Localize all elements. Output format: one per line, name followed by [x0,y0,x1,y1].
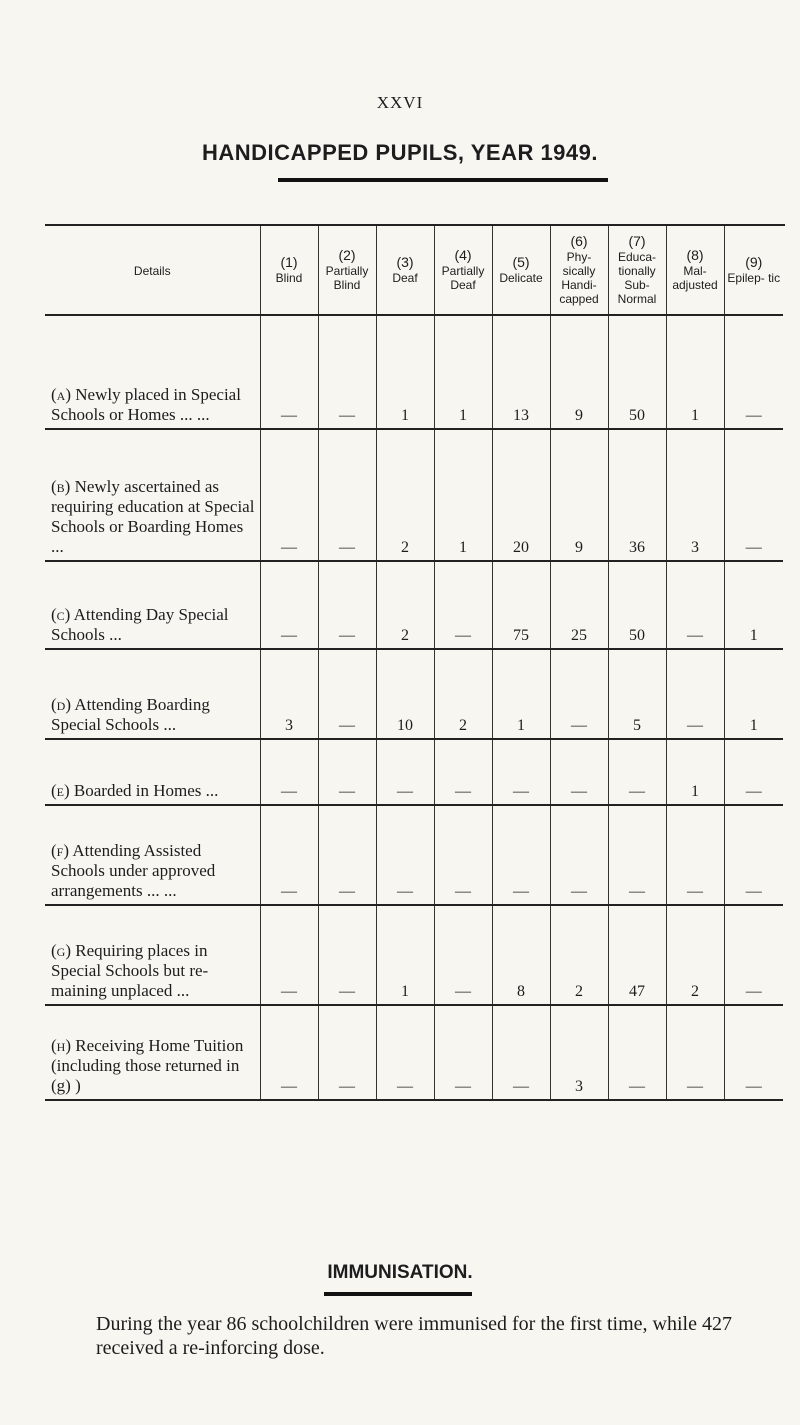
header-col-8: (8) Mal- adjusted [666,226,724,315]
handicapped-pupils-table [45,226,783,1101]
row-details [45,649,260,739]
table-cell: — [666,805,724,905]
table-cell: — [492,1005,550,1100]
table-cell: 1 [376,315,434,429]
row-details-text: Newly placed in Special Schools or Homes ... ... [51,385,241,424]
table-cell: — [434,805,492,905]
table-cell: 20 [492,429,550,561]
table-row [45,905,783,1005]
row-details-text: Receiving Home Tuition (including those returned in (g) ) [51,1036,244,1095]
table-cell: 1 [492,649,550,739]
table-cell: — [318,1005,376,1100]
header-col-2: (2) Partially Blind [318,226,376,315]
table-cell: 9 [550,429,608,561]
table-cell: — [260,561,318,649]
row-letter: (b) [51,477,71,496]
header-col-4: (4) Partially Deaf [434,226,492,315]
header-col-7: (7) Educa- tionally Sub- Normal [608,226,666,315]
table-cell: — [260,429,318,561]
header-details: Details [45,226,260,315]
table-cell: 8 [492,905,550,1005]
table-cell: — [550,649,608,739]
table-header-row [45,226,783,315]
table-cell: 2 [550,905,608,1005]
table-cell: — [724,315,783,429]
row-letter: (h) [51,1036,71,1055]
title-underline [278,178,608,182]
table-cell: — [492,739,550,805]
table-cell: 2 [666,905,724,1005]
table-cell: 75 [492,561,550,649]
table-cell: — [318,649,376,739]
table-cell: — [550,805,608,905]
table-cell: — [318,739,376,805]
table-row [45,561,783,649]
table-cell: — [724,429,783,561]
table-cell: — [608,739,666,805]
table-cell: 5 [608,649,666,739]
table-cell: — [434,739,492,805]
table-cell: — [666,649,724,739]
row-letter: (d) [51,695,71,714]
table-cell: 3 [666,429,724,561]
table-cell: — [550,739,608,805]
row-letter: (c) [51,605,71,624]
table-cell: — [666,1005,724,1100]
table-cell: — [666,561,724,649]
table-row [45,805,783,905]
row-details [45,905,260,1005]
table-row [45,739,783,805]
table-row [45,315,783,429]
immunisation-title: IMMUNISATION. [327,1262,473,1283]
page-title: HANDICAPPED PUPILS, YEAR 1949. [201,140,599,165]
row-details [45,429,260,561]
table-cell: — [724,905,783,1005]
table-cell: — [434,561,492,649]
row-details-text: Attending Assisted Schools under approved arrangements ... ... [51,841,216,900]
table-row [45,429,783,561]
table-cell: 3 [260,649,318,739]
row-letter: (f) [51,841,69,860]
table-cell: 36 [608,429,666,561]
table-cell: — [608,1005,666,1100]
row-details [45,1005,260,1100]
table-cell: 10 [376,649,434,739]
row-details-text: Attending Day Special Schools ... [51,605,229,644]
table-cell: — [608,805,666,905]
table-cell: — [376,739,434,805]
row-letter: (a) [51,385,71,404]
table-cell: 9 [550,315,608,429]
row-details-text: Boarded in Homes ... [73,781,219,800]
table-cell: — [260,905,318,1005]
row-details [45,805,260,905]
table-cell: 47 [608,905,666,1005]
table-cell: — [260,1005,318,1100]
table-cell: — [434,905,492,1005]
table-cell: — [724,805,783,905]
table-cell: 1 [434,315,492,429]
table-cell: 2 [376,561,434,649]
header-col-1: (1) Blind [260,226,318,315]
immunisation-underline [324,1292,472,1296]
table-row [45,1005,783,1100]
table-cell: — [318,429,376,561]
table-cell: 1 [666,315,724,429]
table-cell: 2 [376,429,434,561]
table-cell: 1 [724,561,783,649]
table-cell: 13 [492,315,550,429]
row-details [45,315,260,429]
table-cell: 50 [608,561,666,649]
table-cell: — [724,1005,783,1100]
row-details [45,739,260,805]
header-col-3: (3) Deaf [376,226,434,315]
table-cell: — [318,561,376,649]
header-col-5: (5) Delicate [492,226,550,315]
page-number: XXVI [376,93,424,112]
row-details-text: Requiring places in Special Schools but re- maining unplaced ... [51,941,209,1000]
table-body [45,315,783,1100]
table-cell: 3 [550,1005,608,1100]
table-cell: — [434,1005,492,1100]
table-cell: — [376,1005,434,1100]
table-cell: 50 [608,315,666,429]
table-cell: 1 [376,905,434,1005]
row-letter: (g) [51,941,71,960]
header-col-9: (9) Epilep- tic [724,226,783,315]
row-details [45,561,260,649]
table-cell: — [318,905,376,1005]
header-col-6: (6) Phy- sically Handi- capped [550,226,608,315]
table-cell: 1 [434,429,492,561]
table-cell: — [376,805,434,905]
table-cell: — [724,739,783,805]
table-cell: — [318,315,376,429]
row-letter: (e) [51,781,70,800]
table-cell: — [260,315,318,429]
table-cell: — [260,805,318,905]
table-cell: 2 [434,649,492,739]
immunisation-paragraph: During the year 86 schoolchildren were immunised for the first time, while 427 received a re-inforcing dose. [96,1313,732,1359]
row-details-text: Newly ascertained as requiring education at Special Schools or Boarding Homes ... [51,477,255,556]
table-cell: 1 [666,739,724,805]
row-details-text: Attending Boarding Special Schools ... [51,695,210,734]
table-cell: 1 [724,649,783,739]
table-cell: — [492,805,550,905]
table-row [45,649,783,739]
table-cell: — [260,739,318,805]
table-cell: 25 [550,561,608,649]
table-cell: — [318,805,376,905]
